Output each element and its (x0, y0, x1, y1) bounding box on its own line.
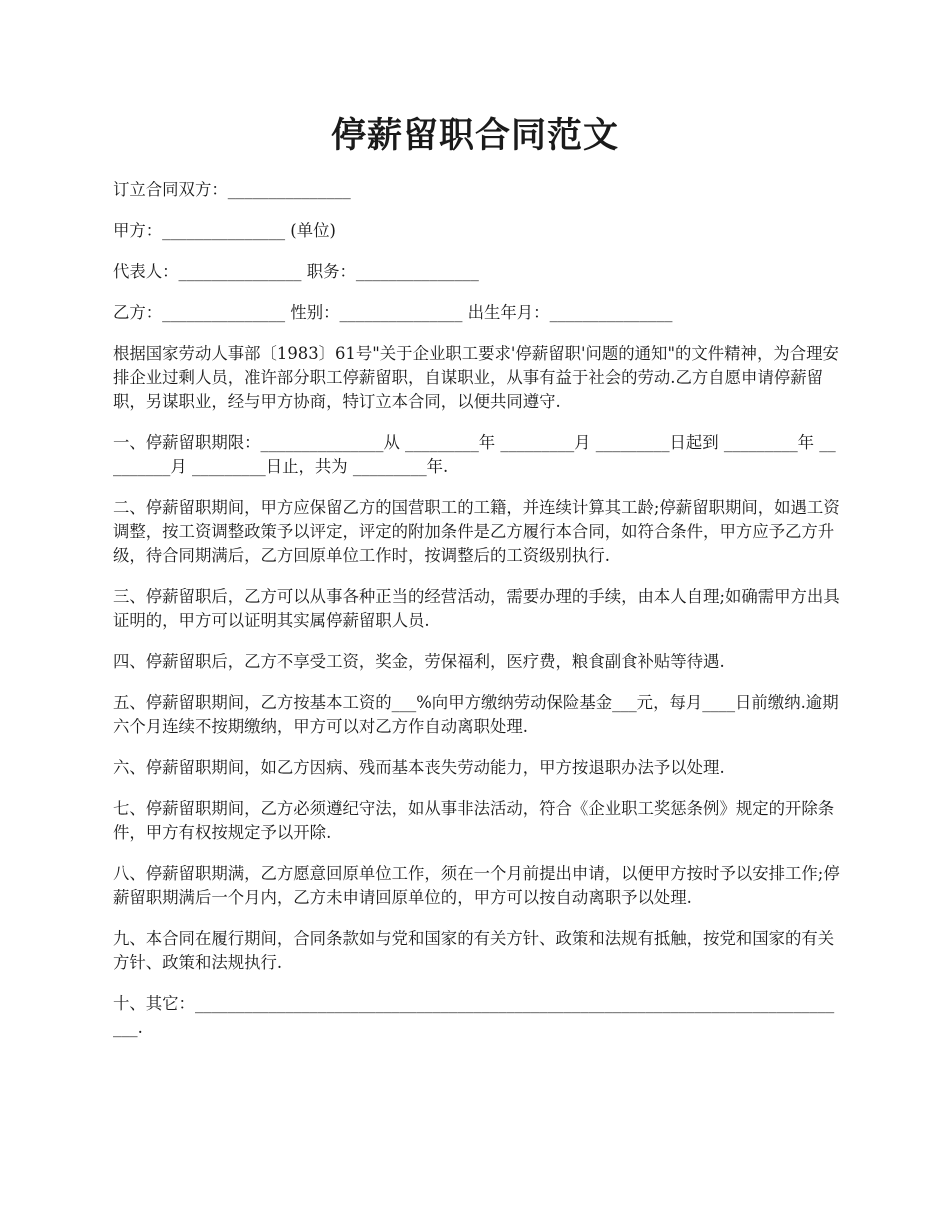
clause-3-business: 三、停薪留职后，乙方可以从事各种正当的经营活动，需要办理的手续，由本人自理;如确需甲方出具证明的，甲方可以证明其实属停薪留职人员. (113, 587, 840, 630)
document-title: 停薪留职合同范文 (330, 115, 619, 156)
field-representative: 代表人：_______________ 职务：_______________ (113, 262, 479, 281)
clause-4-benefits: 四、停薪留职后，乙方不享受工资，奖金，劳保福利，医疗费，粮食副食补贴等待遇. (113, 652, 725, 671)
clause-1-term: 一、停薪留职期限：_______________从 _________年 _________月 _________日起到 _________年 _________月 _________日止，共为 _________年. (113, 433, 836, 476)
clause-7-discipline: 七、停薪留职期间，乙方必须遵纪守法，如从事非法活动，符合《企业职工奖惩条例》规定的开除条件，甲方有权按规定予以开除. (113, 799, 835, 842)
clause-5-insurance-fund: 五、停薪留职期间，乙方按基本工资的___%向甲方缴纳劳动保险基金___元，每月____日前缴纳.逾期六个月连续不按期缴纳，甲方可以对乙方作自动离职处理. (113, 693, 839, 736)
clause-6-illness: 六、停薪留职期间，如乙方因病、残而基本丧失劳动能力，甲方按退职办法予以处理. (113, 758, 725, 777)
field-party-a: 甲方：_______________ (单位) (113, 221, 336, 240)
clause-8-return: 八、停薪留职期满，乙方愿意回原单位工作，须在一个月前提出申请，以便甲方按时予以安排工作;停薪留职期满后一个月内，乙方未申请回原单位的，甲方可以按自动离职予以处理. (113, 864, 840, 907)
paragraph-preamble: 根据国家劳动人事部〔1983〕61号"关于企业职工要求'停薪留职'问题的通知"的文件精神，为合理安排企业过剩人员，准许部分职工停薪留职，自谋职业，从事有益于社会的劳动.乙方自愿申请停薪留职，另谋职业，经与甲方协商，特订立本合同，以便共同遵守. (113, 344, 839, 411)
field-party-b: 乙方：_______________ 性别：_______________ 出生年月：_______________ (113, 303, 673, 322)
clause-9-policy: 九、本合同在履行期间，合同条款如与党和国家的有关方针、政策和法规有抵触，按党和国家的有关方针、政策和法规执行. (113, 929, 835, 972)
field-contract-parties: 订立合同双方：_______________ (113, 180, 351, 199)
clause-10-other: 十、其它：_________________________________________________________________________________. (113, 994, 835, 1037)
clause-2-seniority: 二、停薪留职期间，甲方应保留乙方的国营职工的工籍，并连续计算其工龄;停薪留职期间，如遇工资调整，按工资调整政策予以评定，评定的附加条件是乙方履行本合同，如符合条件，甲方应予乙方升级，待合同期满后，乙方回原单位工作时，按调整后的工资级别执行. (113, 498, 840, 565)
document-body (113, 178, 840, 1057)
